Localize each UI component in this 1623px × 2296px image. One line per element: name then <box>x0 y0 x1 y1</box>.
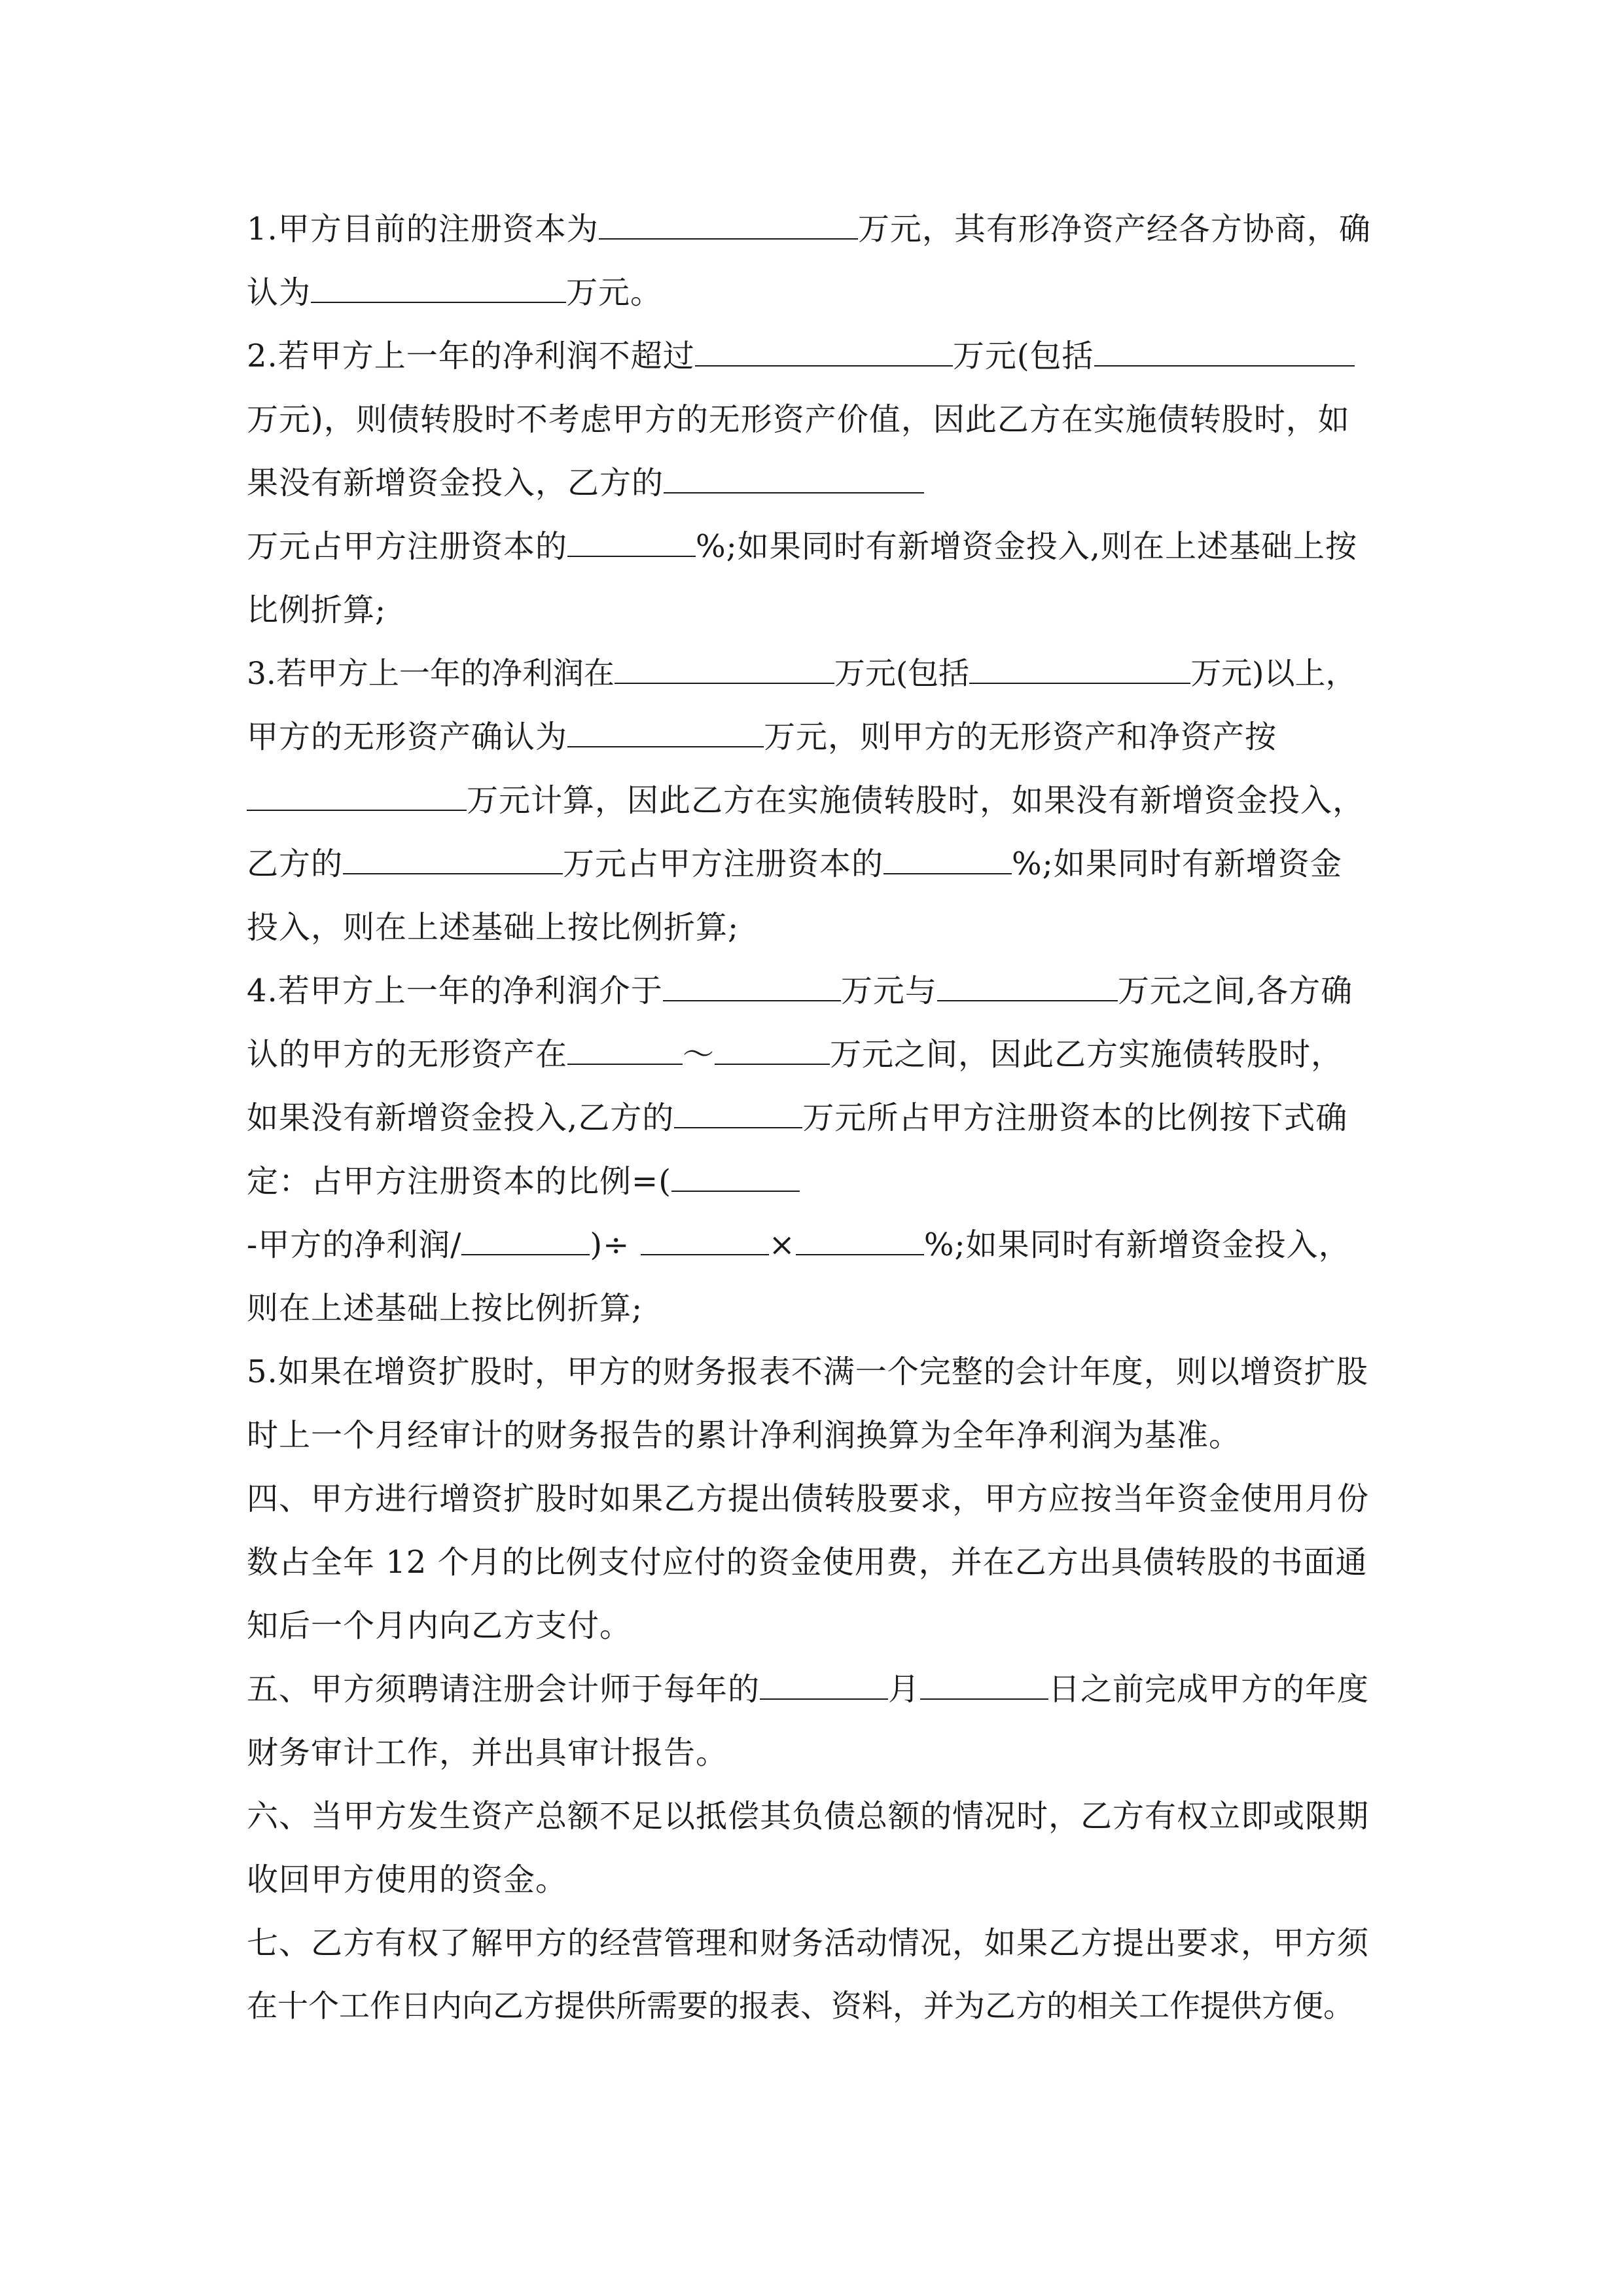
fill-blank[interactable] <box>641 1224 769 1255</box>
fill-blank[interactable] <box>247 780 467 811</box>
text-run: 5.如果在增资扩股时，甲方的财务报表不满一个完整的会计年度，则以增资扩股 <box>247 1354 1368 1390</box>
text-line <box>247 1922 1369 1964</box>
text-run: %;如果同时有新增资金投入， <box>923 1227 1351 1263</box>
text-line <box>247 1541 1368 1583</box>
text-run: -甲方的净利润/ <box>247 1227 462 1263</box>
text-run: 万元，则甲方的无形资产和净资产按 <box>764 719 1277 755</box>
text-run: 果没有新增资金投入，乙方的 <box>247 465 664 501</box>
text-run: 在十个工作日内向乙方提供所需要的报表、资料，并为乙方的相关工作提供方便。 <box>247 1988 1354 2024</box>
text-line <box>247 780 1364 821</box>
text-run: 万元。 <box>566 274 663 311</box>
fill-blank[interactable] <box>920 1668 1048 1700</box>
text-run: 月 <box>888 1671 921 1708</box>
text-run: 万元与 <box>840 973 937 1009</box>
text-line <box>247 399 1350 440</box>
text-run: 万元计算，因此乙方在实施债转股时，如果没有新增资金投入， <box>467 782 1365 819</box>
text-line <box>247 1097 1347 1139</box>
text-line <box>247 1859 567 1901</box>
text-run: 万元)以上， <box>1190 656 1357 692</box>
text-line <box>247 653 1357 694</box>
text-line <box>247 1668 1369 1710</box>
fill-blank[interactable] <box>695 335 953 367</box>
text-line <box>247 970 1353 1012</box>
text-run: 投入，则在上述基础上按比例折算; <box>247 909 740 946</box>
text-run: 万元(包括 <box>834 656 970 692</box>
fill-blank[interactable] <box>796 1224 924 1255</box>
text-run: 4.若甲方上一年的净利润介于 <box>247 973 663 1009</box>
text-run: 万元占甲方注册资本的 <box>247 528 568 565</box>
text-run: 万元(包括 <box>952 338 1094 374</box>
fill-blank[interactable] <box>311 272 566 303</box>
text-run: 收回甲方使用的资金。 <box>247 1861 568 1898</box>
fill-blank[interactable] <box>567 716 764 747</box>
text-line <box>247 1351 1368 1393</box>
text-run: %;如果同时有新增资金 <box>1012 846 1342 882</box>
text-run: 万元所占甲方注册资本的比例按下式确 <box>802 1100 1348 1136</box>
fill-blank[interactable] <box>343 843 563 874</box>
text-run: ～ <box>683 1036 715 1073</box>
text-run: )÷ <box>590 1227 641 1263</box>
text-run: 如果没有新增资金投入,乙方的 <box>247 1100 675 1136</box>
fill-blank[interactable] <box>671 1160 800 1192</box>
text-run: 六、当甲方发生资产总额不足以抵偿其负债总额的情况时，乙方有权立即或限期 <box>247 1798 1370 1835</box>
text-run: 日之前完成甲方的年度 <box>1048 1671 1370 1708</box>
text-line <box>247 1224 1351 1266</box>
text-line <box>247 1414 1241 1456</box>
text-run: × <box>768 1227 796 1263</box>
text-line <box>247 589 386 631</box>
text-run: 四、甲方进行增资扩股时如果乙方提出债转股要求，甲方应按当年资金使用月份 <box>247 1480 1370 1517</box>
text-run: 数占全年 12 个月的比例支付应付的资金使用费，并在乙方出具债转股的书面通 <box>247 1544 1368 1581</box>
text-run: 比例折算; <box>247 592 387 628</box>
fill-blank[interactable] <box>664 462 924 493</box>
text-run: 乙方的 <box>247 846 344 882</box>
text-run: 2.若甲方上一年的净利润不超过 <box>247 338 695 374</box>
text-line <box>247 335 1355 377</box>
text-run: 财务审计工作，并出具审计报告。 <box>247 1734 728 1771</box>
fill-blank[interactable] <box>567 526 696 557</box>
text-line <box>247 462 924 504</box>
fill-blank[interactable] <box>937 970 1118 1001</box>
fill-blank[interactable] <box>615 653 834 684</box>
text-line <box>247 208 1371 250</box>
text-run: 认的甲方的无形资产在 <box>247 1036 568 1073</box>
text-line <box>247 716 1277 758</box>
text-run: 1.甲方目前的注册资本为 <box>247 211 599 247</box>
fill-blank[interactable] <box>567 1033 683 1065</box>
text-run: 万元之间，因此乙方实施债转股时， <box>830 1036 1344 1073</box>
fill-blank[interactable] <box>1094 335 1355 367</box>
text-run: 万元之间,各方确 <box>1117 973 1353 1009</box>
text-line <box>247 272 662 314</box>
text-run: 甲方的无形资产确认为 <box>247 719 568 755</box>
text-run: 万元，其有形净资产经各方协商，确 <box>857 211 1371 247</box>
text-run: 知后一个月内向乙方支付。 <box>247 1607 632 1644</box>
fill-blank[interactable] <box>663 970 841 1001</box>
text-run: %;如果同时有新增资金投入,则在上述基础上按 <box>696 528 1358 565</box>
text-run: 万元占甲方注册资本的 <box>563 846 884 882</box>
text-line <box>247 1795 1369 1837</box>
text-run: 五、甲方须聘请注册会计师于每年的 <box>247 1671 760 1708</box>
text-line <box>247 1287 643 1329</box>
text-run: 七、乙方有权了解甲方的经营管理和财务活动情况，如果乙方提出要求，甲方须 <box>247 1925 1370 1962</box>
text-run: 认为 <box>247 274 312 311</box>
text-run: 定：占甲方注册资本的比例=( <box>247 1163 671 1200</box>
fill-blank[interactable] <box>760 1668 888 1700</box>
text-line <box>247 1986 1354 2028</box>
text-line <box>247 1732 728 1774</box>
text-run: 3.若甲方上一年的净利润在 <box>247 656 615 692</box>
text-line <box>247 843 1342 885</box>
fill-blank[interactable] <box>674 1097 802 1128</box>
fill-blank[interactable] <box>461 1224 590 1255</box>
fill-blank[interactable] <box>599 208 858 240</box>
text-run: 时上一个月经审计的财务报告的累计净利润换算为全年净利润为基准。 <box>247 1417 1241 1454</box>
text-line <box>247 526 1357 567</box>
text-run: 则在上述基础上按比例折算; <box>247 1290 643 1327</box>
fill-blank[interactable] <box>883 843 1012 874</box>
text-run: 万元)，则债转股时不考虑甲方的无形资产价值，因此乙方在实施债转股时，如 <box>247 401 1350 438</box>
text-line <box>247 1605 632 1647</box>
text-line <box>247 906 739 948</box>
text-line <box>247 1160 800 1202</box>
fill-blank[interactable] <box>969 653 1190 684</box>
text-line <box>247 1478 1369 1520</box>
text-line <box>247 1033 1343 1075</box>
fill-blank[interactable] <box>715 1033 830 1065</box>
